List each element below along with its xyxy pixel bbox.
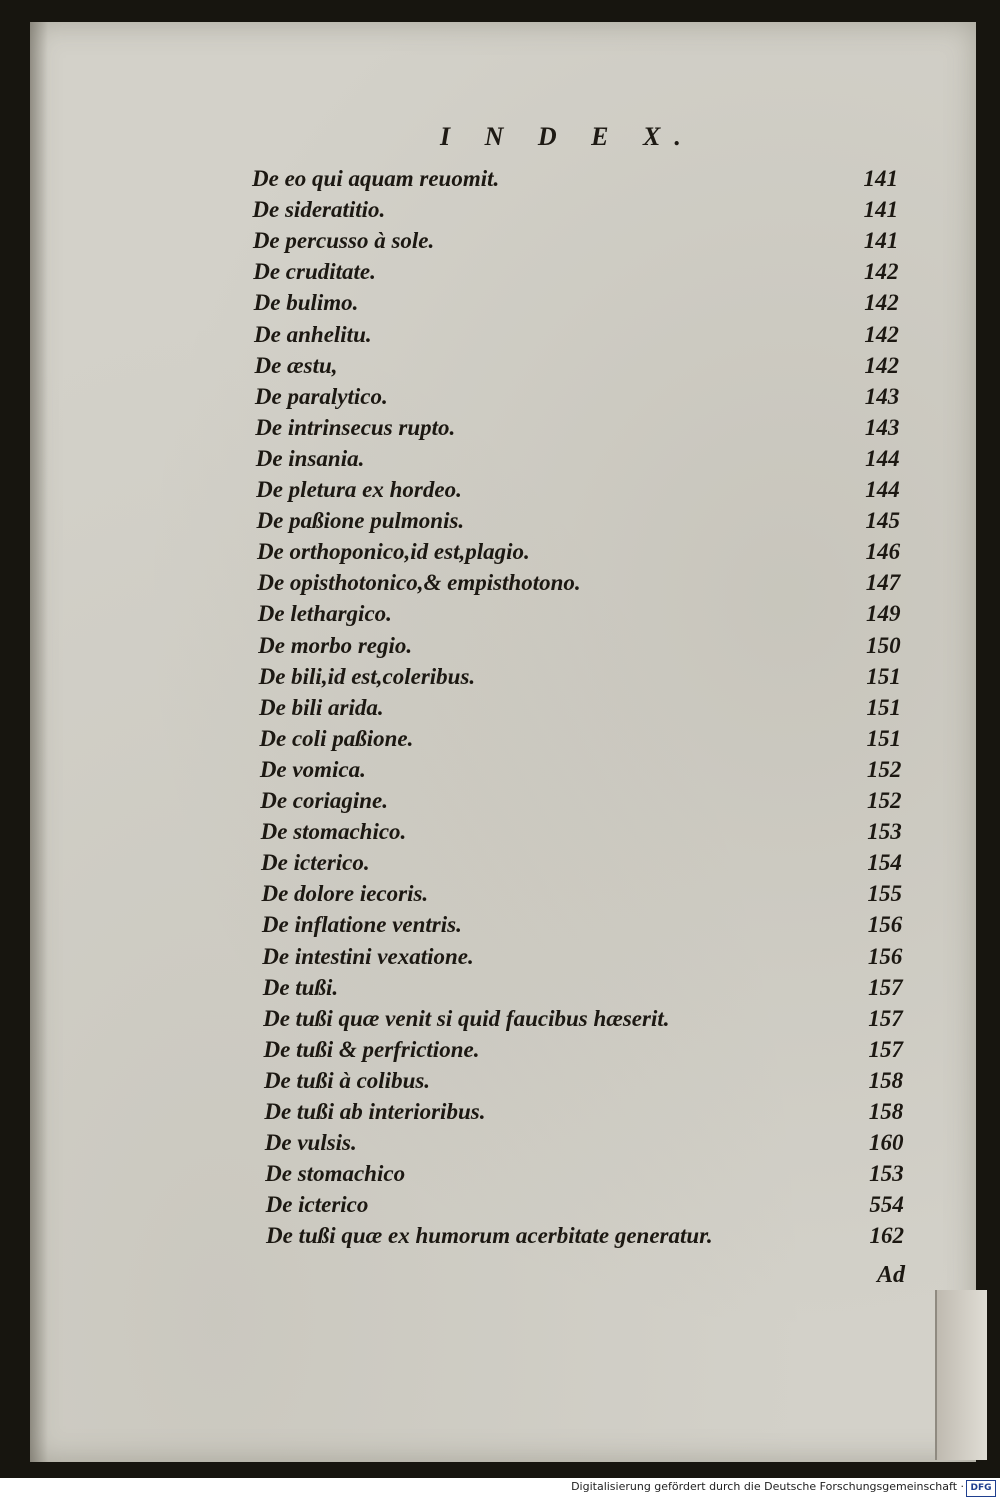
index-entry — [0, 384, 1000, 416]
index-entry-text: De coriagine. — [260, 788, 388, 813]
index-entry-page-number: 157 — [868, 1005, 903, 1031]
index-entry-page-number: 554 — [869, 1192, 904, 1218]
index-entry — [0, 881, 1000, 913]
index-entry-text: De tußi à colibus. — [263, 1067, 431, 1093]
index-entry-page-number: 143 — [864, 383, 900, 409]
index-entry-text: De tußi quæ ex humorum acerbitate generatur. — [266, 1223, 713, 1249]
index-entry — [0, 757, 1000, 789]
index-entry — [0, 166, 1000, 198]
index-entry — [0, 1223, 1000, 1255]
index-entry — [0, 664, 1000, 696]
torn-page-corner — [935, 1290, 987, 1460]
index-entry — [0, 695, 1000, 727]
index-entry — [0, 1068, 1000, 1100]
index-entry-page-number: 142 — [864, 290, 899, 316]
index-entry-page-number: 146 — [865, 539, 901, 565]
index-entry-page-number: 150 — [866, 632, 901, 658]
index-entry — [0, 570, 1000, 602]
index-entry-page-number: 153 — [869, 1161, 904, 1187]
index-entry — [0, 975, 1000, 1007]
index-entry — [0, 1006, 1000, 1038]
index-entry-page-number: 152 — [866, 756, 902, 782]
index-entry-page-number: 143 — [864, 414, 900, 440]
index-entry-page-number: 144 — [865, 445, 900, 471]
index-entry — [0, 1161, 1000, 1193]
footer-text: Digitalisierung gefördert durch die Deutsche Forschungsgemeinschaft · — [571, 1480, 964, 1493]
index-entry-page-number: 157 — [868, 974, 903, 1000]
index-entry-text: De bili,id est,coleribus. — [258, 663, 476, 689]
index-entry — [0, 944, 1000, 976]
index-entry-page-number: 142 — [864, 321, 899, 347]
index-entry-page-number: 153 — [867, 819, 902, 845]
index-entry — [0, 290, 1000, 322]
index-entry-text: De inflatione ventris. — [261, 912, 462, 938]
index-entry-text: De dolore iecoris. — [261, 881, 429, 907]
index-entry-text: De vomica. — [259, 756, 366, 782]
index-entry-text: De paßione pulmonis. — [256, 508, 465, 534]
index-entry-text: De orthoponico,id est,plagio. — [256, 539, 530, 565]
index-entry-text: De coli paßione. — [259, 725, 414, 751]
index-entry-text: De intrinsecus rupto. — [255, 414, 456, 440]
index-entry-page-number: 155 — [867, 881, 903, 907]
index-entry-page-number: 162 — [869, 1223, 904, 1249]
index-entry — [0, 1192, 1000, 1224]
index-entry-page-number: 149 — [865, 601, 901, 627]
index-entry — [0, 415, 1000, 447]
index-entry-page-number: 151 — [866, 663, 901, 689]
index-entry-text: De tußi. — [262, 974, 339, 1000]
index-entry-text: De sideratitio. — [252, 197, 386, 223]
index-entry — [0, 446, 1000, 478]
index-entry — [0, 197, 1000, 229]
index-entry-text: De icterico — [265, 1192, 369, 1218]
index-entry-text: De intestini vexatione. — [262, 943, 474, 969]
index-entry — [0, 228, 1000, 260]
index-entry-text: De opisthotonico,& empisthotono. — [257, 570, 581, 596]
catchword: Ad — [876, 1262, 905, 1288]
index-entry — [0, 353, 1000, 385]
index-entry-text: De icterico. — [261, 850, 370, 876]
index-entry-page-number: 147 — [865, 570, 901, 596]
index-entry-text: De lethargico. — [257, 601, 392, 627]
index-entry — [0, 633, 1000, 665]
index-entry-page-number: 142 — [864, 259, 899, 285]
index-entry-text: De tußi & perfrictione. — [263, 1036, 480, 1062]
index-entry-page-number: 144 — [865, 477, 900, 502]
index-entry-page-number: 158 — [868, 1067, 904, 1093]
index-entry-page-number: 152 — [867, 788, 902, 813]
index-entry — [0, 259, 1000, 291]
index-entry-page-number: 158 — [868, 1099, 904, 1124]
index-entry-page-number: 145 — [865, 508, 900, 534]
index-entry — [0, 788, 1000, 820]
index-entry-page-number: 157 — [868, 1036, 903, 1062]
index-entry-page-number: 141 — [863, 197, 899, 223]
page-title: I N D E X. — [440, 122, 695, 151]
index-entry-page-number: 156 — [867, 943, 903, 969]
index-entry-page-number: 141 — [863, 228, 899, 254]
index-entry-page-number: 154 — [867, 850, 902, 876]
index-entry — [0, 1037, 1000, 1069]
index-entry-page-number: 156 — [867, 912, 903, 938]
dfg-logo: DFG — [966, 1480, 996, 1497]
index-entry — [0, 819, 1000, 851]
index-entry-text: De percusso à sole. — [252, 228, 435, 254]
index-entry-text: De bili arida. — [259, 694, 384, 720]
index-entry-text: De vulsis. — [264, 1130, 357, 1156]
index-entry — [0, 912, 1000, 944]
index-entry-text: De pletura ex hordeo. — [256, 477, 462, 502]
index-entry-text: De bulimo. — [253, 290, 359, 316]
index-entry-text: De paralytico. — [254, 383, 388, 409]
index-entry — [0, 508, 1000, 540]
index-entry-text: De morbo regio. — [258, 632, 413, 658]
index-entry-text: De tußi ab interioribus. — [264, 1099, 486, 1124]
index-entry-page-number: 151 — [866, 694, 901, 720]
index-entry-text: De tußi quæ venit si quid faucibus hæserit. — [263, 1005, 670, 1031]
digitization-footer — [0, 1478, 1000, 1499]
index-entry-page-number: 151 — [866, 725, 902, 751]
index-entry — [0, 726, 1000, 758]
index-entry-text: De æstu, — [254, 352, 338, 378]
index-entry — [0, 850, 1000, 882]
index-entry-text: De stomachico — [265, 1161, 406, 1187]
index-entry — [0, 1099, 1000, 1131]
index-entry-text: De cruditate. — [253, 259, 376, 285]
index-entry — [0, 539, 1000, 571]
index-entry — [0, 477, 1000, 509]
index-entry — [0, 1130, 1000, 1162]
index-entry — [0, 601, 1000, 633]
index-entry-text: De insania. — [255, 445, 365, 471]
index-entry-text: De stomachico. — [260, 819, 407, 845]
index-entry-page-number: 142 — [864, 352, 900, 378]
index-entry-page-number: 141 — [863, 166, 898, 191]
index-entry-text: De eo qui aquam reuomit. — [252, 166, 500, 191]
index-entry-page-number: 160 — [868, 1130, 904, 1156]
index-entry — [0, 322, 1000, 354]
index-entry-text: De anhelitu. — [254, 321, 372, 347]
